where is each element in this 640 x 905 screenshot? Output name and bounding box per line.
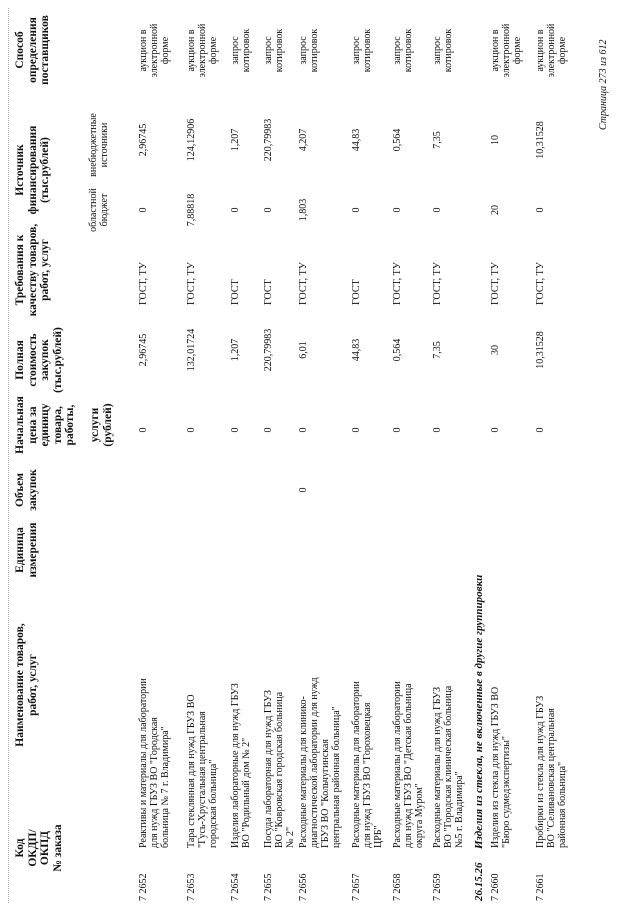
row-source-offbudget: 4,207 xyxy=(298,128,309,152)
row-name: Расходные материалы для клинико- диагностической лаборатории для нужд ГБУЗ ВО "Кольчугинская центральная районная больница" xyxy=(298,677,342,848)
row-name: Пробирки из стекла для нужд ГБУЗ ВО "Селивановская центральная районная больница" xyxy=(535,695,568,848)
row-total: 220,79983 xyxy=(263,328,274,372)
page-footer: Страница 273 из 612 xyxy=(598,39,609,130)
row-name: Реактивы и материалы для лаборатории для нужд ГБУЗ ВО "Городская больница № 7 г. Владимира" xyxy=(138,678,171,848)
row-requirements: ГОСТ, ТУ xyxy=(186,262,197,305)
row-requirements: ГОСТ, ТУ xyxy=(392,262,403,305)
row-requirements: ГОСТ, ТУ xyxy=(490,262,501,305)
row-method: аукцион в электронной форме xyxy=(186,23,219,78)
row-code: 7 2655 xyxy=(263,873,274,901)
row-method: запрос котировок xyxy=(230,28,252,73)
row-requirements: ГОСТ xyxy=(351,279,362,305)
header-source: Источник финансирования (тыс.рублей) xyxy=(14,125,51,215)
header-volume: Объем закупок xyxy=(14,469,39,511)
row-total: 132,01724 xyxy=(186,328,197,372)
row-method: запрос котировок xyxy=(298,28,320,73)
row-price: 0 xyxy=(263,427,274,433)
row-total: 1,207 xyxy=(230,338,241,362)
header-divider xyxy=(8,8,9,903)
row-code: 7 2653 xyxy=(186,873,197,901)
row-price: 0 xyxy=(490,427,501,433)
row-code: 7 2659 xyxy=(432,873,443,901)
row-name: Расходные материалы для лаборатории для нужд ГБУЗ ВО "Гороховецкая ЦРБ" xyxy=(351,681,384,848)
row-source-regional: 20 xyxy=(490,205,501,215)
row-requirements: ГОСТ, ТУ xyxy=(432,262,443,305)
row-source-offbudget: 1,207 xyxy=(230,128,241,152)
row-price: 0 xyxy=(186,427,197,433)
row-price: 0 xyxy=(230,427,241,433)
row-total: 44,83 xyxy=(351,338,362,362)
row-price: 0 xyxy=(392,427,403,433)
row-name: Тара стеклянная для нужд ГБУЗ ВО "Гусь-Хрустальная центральная городская больница" xyxy=(186,694,219,848)
row-source-regional: 0 xyxy=(392,207,403,213)
row-source-regional: 7,88818 xyxy=(186,193,197,227)
row-total: 7,35 xyxy=(432,341,443,359)
row-source-regional: 1,803 xyxy=(298,198,309,222)
row-source-offbudget: 0,564 xyxy=(392,128,403,152)
row-source-regional: 0 xyxy=(351,207,362,213)
row-source-regional: 0 xyxy=(432,207,443,213)
row-requirements: ГОСТ, ТУ xyxy=(298,262,309,305)
header-total: Полная стоимость закупок (тыс.рублей) xyxy=(14,327,64,393)
header-source-offbudget: внебюджетные источники xyxy=(88,113,110,177)
row-code: 7 2656 xyxy=(298,873,309,901)
row-total: 10,31528 xyxy=(535,331,546,369)
row-price: 0 xyxy=(138,427,149,433)
row-requirements: ГОСТ xyxy=(230,279,241,305)
row-name: Изделия из стекла для нужд ГБУЗ ВО "Бюро судмедэкспертизы" xyxy=(490,686,512,848)
header-name: Наименование товаров, работ, услуг xyxy=(14,623,39,747)
row-price: 0 xyxy=(535,427,546,433)
row-requirements: ГОСТ, ТУ xyxy=(138,262,149,305)
header-method: Способ определения поставщиков xyxy=(14,15,51,85)
header-code: Код ОКДП/ ОКПД № заказа xyxy=(14,824,64,872)
row-method: аукцион в электронной форме xyxy=(138,23,171,78)
row-price: 0 xyxy=(351,427,362,433)
group-code: 26.15.26 xyxy=(473,862,485,901)
row-code: 7 2652 xyxy=(138,873,149,901)
row-name: Изделия лабораторные для нужд ГБУЗ ВО "Родильный дом № 2" xyxy=(230,683,252,848)
row-method: запрос котировок xyxy=(263,28,285,73)
row-name: Расходные материалы для нужд ГБУЗ ВО "Городская клиническая больница №5 г. Владимира" xyxy=(432,685,465,848)
row-total: 6,01 xyxy=(298,341,309,359)
row-total: 2,96745 xyxy=(138,333,149,367)
row-code: 7 2654 xyxy=(230,873,241,901)
row-price: 0 xyxy=(432,427,443,433)
row-code: 7 2658 xyxy=(392,873,403,901)
row-source-offbudget: 44,83 xyxy=(351,128,362,152)
row-code: 7 2660 xyxy=(490,873,501,901)
row-total: 0,564 xyxy=(392,338,403,362)
header-price: Начальная цена за единицу товара, работы, услуги (рублей) xyxy=(14,396,114,454)
row-code: 7 2657 xyxy=(351,873,362,901)
row-source-offbudget: 220,79983 xyxy=(263,118,274,162)
header-source-regional: областной бюджет xyxy=(88,188,110,232)
header-unit: Единица измерения xyxy=(14,522,39,578)
row-method: запрос котировок xyxy=(351,28,373,73)
header-requirements: Требования к качеству товаров, работ, услуг xyxy=(14,223,51,317)
row-source-regional: 0 xyxy=(138,207,149,213)
row-method: аукцион в электронной форме xyxy=(535,23,568,78)
row-total: 30 xyxy=(490,345,501,355)
row-method: аукцион в электронной форме xyxy=(490,23,523,78)
row-source-regional: 0 xyxy=(535,207,546,213)
row-source-offbudget: 10,31528 xyxy=(535,121,546,159)
row-source-offbudget: 10 xyxy=(490,135,501,145)
row-source-offbudget: 2,96745 xyxy=(138,123,149,157)
row-price: 0 xyxy=(298,427,309,433)
row-method: запрос котировок xyxy=(392,28,414,73)
row-volume: 0 xyxy=(298,487,309,493)
row-source-regional: 0 xyxy=(230,207,241,213)
row-method: запрос котировок xyxy=(432,28,454,73)
row-source-offbudget: 124,12906 xyxy=(186,118,197,162)
row-requirements: ГОСТ, ТУ xyxy=(535,262,546,305)
row-source-offbudget: 7,35 xyxy=(432,131,443,149)
row-code: 7 2661 xyxy=(535,873,546,901)
row-name: Посуда лабораторная для нужд ГБУЗ ВО "Ковровская городская больница № 2" xyxy=(263,689,296,848)
row-source-regional: 0 xyxy=(263,207,274,213)
row-name: Расходные материалы для лаборатории для нужд ГБУЗ ВО "Детская больница округа Муром" xyxy=(392,681,425,848)
group-title: Изделия из стекла, не включенные в другие группировки xyxy=(473,574,485,849)
row-requirements: ГОСТ xyxy=(263,279,274,305)
